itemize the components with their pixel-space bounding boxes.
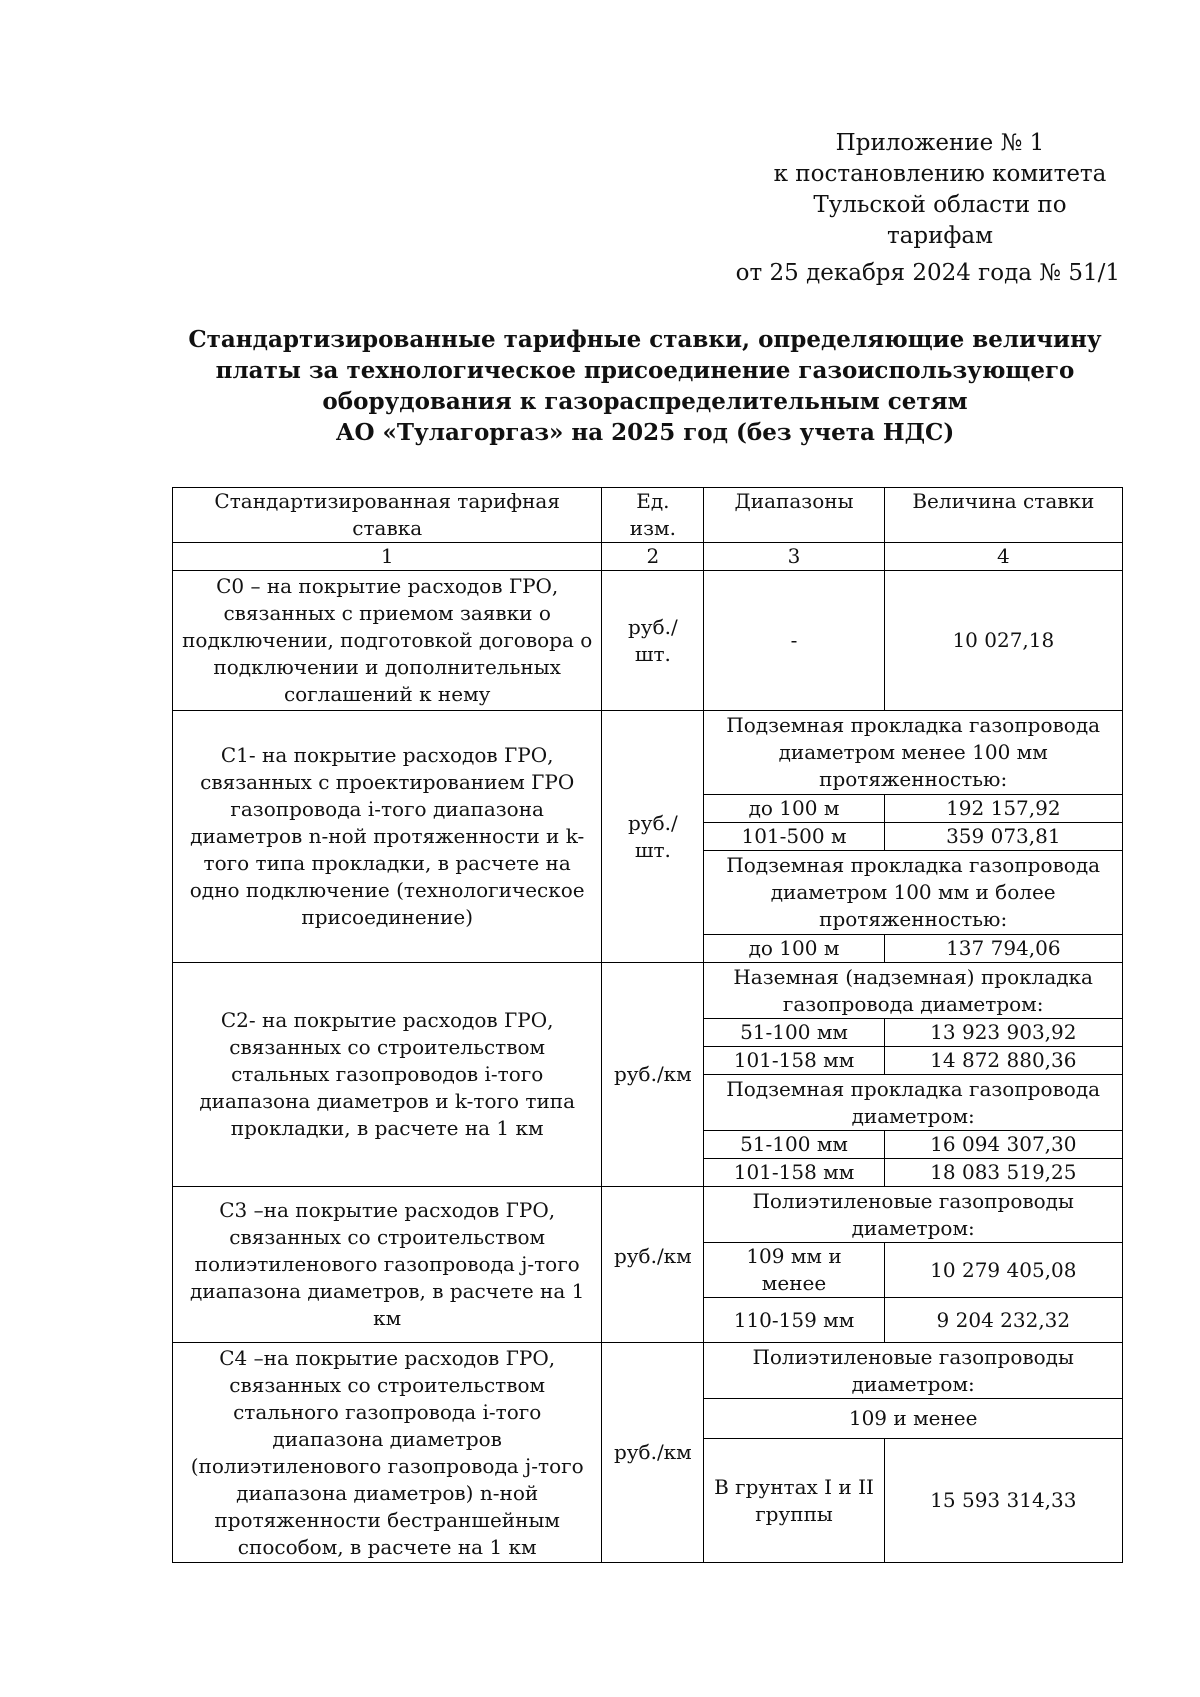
range-cell: 109 мм и менее <box>704 1243 884 1298</box>
rates-table <box>172 487 1123 1563</box>
title-line: АО «Тулагоргаз» на 2025 год (без учета НДС) <box>335 419 955 446</box>
table-row-c1 <box>173 711 1123 795</box>
rate-c0-unit: руб./шт. <box>602 571 704 711</box>
rate-c1-group-title: Подземная прокладка газопровода диаметром менее 100 мм протяженностью: <box>704 711 1123 795</box>
range-cell: 101-158 мм <box>704 1159 884 1187</box>
value-cell: 10 279 405,08 <box>884 1243 1122 1298</box>
value-cell: 137 794,06 <box>884 935 1122 963</box>
appendix-date: от 25 декабря 2024 года № 51/1 <box>735 260 1120 286</box>
column-number: 3 <box>704 543 884 571</box>
appendix-number: Приложение № 1 <box>835 130 1045 156</box>
range-cell: 101-158 мм <box>704 1047 884 1075</box>
range-cell: 51-100 мм <box>704 1131 884 1159</box>
range-cell: до 100 м <box>704 795 884 823</box>
rate-c4-name: С4 –на покрытие расходов ГРО, связанных со строительством стального газопровода i-того диапазона диаметров (полиэтиленового газопровода j-того диапазона диаметров) n-ной протяженности бестраншейным способом, в расчете на 1 км <box>173 1343 602 1563</box>
rate-c3-name: С3 –на покрытие расходов ГРО, связанных со строительством полиэтиленового газопровода j-того диапазона диаметров, в расчете на 1 км <box>173 1187 602 1343</box>
rate-c2-unit: руб./км <box>602 963 704 1187</box>
rate-c1-group-title: Подземная прокладка газопровода диаметром 100 мм и более протяженностью: <box>704 851 1123 935</box>
title-line: оборудования к газораспределительным сетям <box>322 388 968 415</box>
value-cell: 14 872 880,36 <box>884 1047 1122 1075</box>
table-row-c4 <box>173 1343 1123 1399</box>
rate-c2-name: С2- на покрытие расходов ГРО, связанных со строительством стальных газопроводов i-того диапазона диаметров и k-того типа прокладки, в расчете на 1 км <box>173 963 602 1187</box>
rate-c4-subgroup: 109 и менее <box>704 1399 1123 1439</box>
value-cell: 18 083 519,25 <box>884 1159 1122 1187</box>
appendix-header <box>700 128 1120 252</box>
column-number: 4 <box>884 543 1122 571</box>
range-cell: В грунтах I и II группы <box>704 1439 884 1563</box>
range-cell: 101-500 м <box>704 823 884 851</box>
header-unit: Ед. изм. <box>602 488 704 543</box>
header-rate: Стандартизированная тарифная ставка <box>173 488 602 543</box>
rate-c1-name: С1- на покрытие расходов ГРО, связанных с проектированием ГРО газопровода i-того диапазона диаметров n-ной протяженности и k-того типа прокладки, в расчете на одно подключение (технологическое присоединение) <box>173 711 602 963</box>
appendix-resolution: к постановлению комитета <box>773 161 1107 187</box>
rate-c1-unit: руб./шт. <box>602 711 704 963</box>
column-number: 2 <box>602 543 704 571</box>
column-number: 1 <box>173 543 602 571</box>
value-cell: 192 157,92 <box>884 795 1122 823</box>
table-row-c3 <box>173 1187 1123 1243</box>
value-cell: 16 094 307,30 <box>884 1131 1122 1159</box>
rate-c0-name: С0 – на покрытие расходов ГРО, связанных с приемом заявки о подключении, подготовкой договора о подключении и дополнительных соглашений к нему <box>173 571 602 711</box>
rate-c3-group-title: Полиэтиленовые газопроводы диаметром: <box>704 1187 1123 1243</box>
value-cell: 9 204 232,32 <box>884 1298 1122 1343</box>
value-cell: 13 923 903,92 <box>884 1019 1122 1047</box>
header-value: Величина ставки <box>884 488 1122 543</box>
column-numbers-row <box>173 543 1123 571</box>
table-header-row <box>173 488 1123 543</box>
value-cell: 359 073,81 <box>884 823 1122 851</box>
title-line: Стандартизированные тарифные ставки, определяющие величину <box>188 326 1102 353</box>
value-cell: 15 593 314,33 <box>884 1439 1122 1563</box>
rate-c2-group-title: Наземная (надземная) прокладка газопровода диаметром: <box>704 963 1123 1019</box>
range-cell: 51-100 мм <box>704 1019 884 1047</box>
title-line: платы за технологическое присоединение газоиспользующего <box>215 357 1075 384</box>
range-cell: до 100 м <box>704 935 884 963</box>
appendix-committee: Тульской области по тарифам <box>813 192 1067 249</box>
rate-c3-unit: руб./км <box>602 1187 704 1343</box>
rate-c4-group-title: Полиэтиленовые газопроводы диаметром: <box>704 1343 1123 1399</box>
table-row-c2 <box>173 963 1123 1019</box>
rate-c4-unit: руб./км <box>602 1343 704 1563</box>
range-cell: 110-159 мм <box>704 1298 884 1343</box>
rate-c0-range: - <box>704 571 884 711</box>
rate-c0-value: 10 027,18 <box>884 571 1122 711</box>
document-title <box>170 324 1120 448</box>
header-range: Диапазоны <box>704 488 884 543</box>
rate-c2-group-title: Подземная прокладка газопровода диаметром: <box>704 1075 1123 1131</box>
table-row-c0 <box>173 571 1123 711</box>
